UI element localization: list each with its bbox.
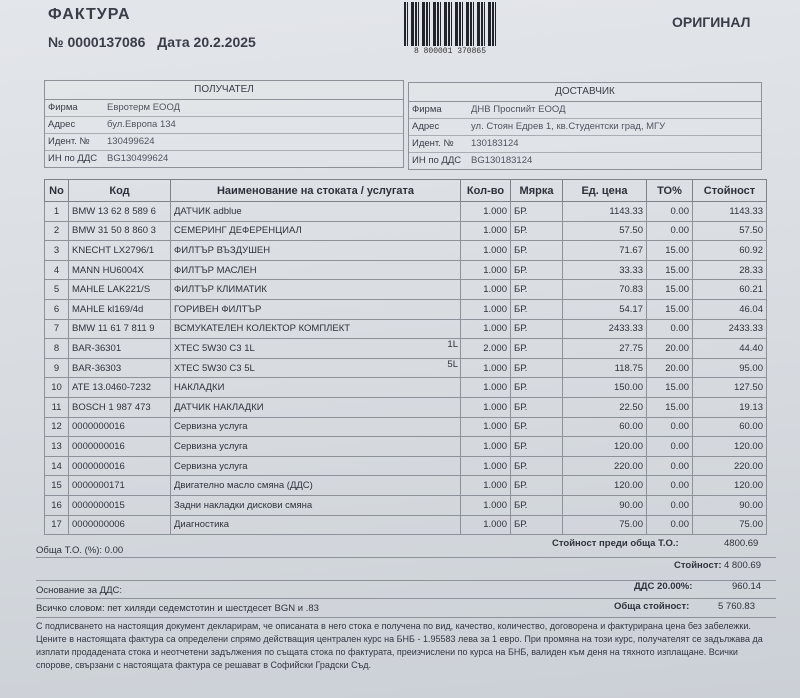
cell-discount: 15.00 [647, 397, 693, 417]
cell-unit: БР. [511, 417, 563, 437]
table-row [45, 397, 767, 417]
cell-unit: БР. [511, 339, 563, 359]
cell-code: 0000000016 [69, 456, 171, 476]
cell-code: MANN HU6004X [69, 260, 171, 280]
cell-qty: 1.000 [461, 476, 511, 496]
supplier-company-row [409, 102, 761, 119]
cell-price: 150.00 [563, 378, 647, 398]
cell-no: 3 [45, 241, 69, 261]
cell-price: 118.75 [563, 358, 647, 378]
cell-discount: 0.00 [647, 417, 693, 437]
cell-name: ДАТЧИК НАКЛАДКИ [171, 397, 461, 417]
cell-discount: 0.00 [647, 437, 693, 457]
invoice-number: № 0000137086 [48, 34, 146, 50]
cell-code: BAR-36301 [69, 339, 171, 359]
supplier-vat-label: ИН по ДДС [412, 155, 462, 166]
col-header-value: Стойност [693, 180, 767, 202]
item-name: XTEC 5W30 C3 5L [174, 362, 255, 374]
cell-discount: 0.00 [647, 202, 693, 222]
barcode-bars [404, 2, 496, 46]
recipient-company: Евротерм ЕООД [107, 102, 181, 113]
table-row [45, 437, 767, 457]
table-row [45, 358, 767, 378]
cell-no: 12 [45, 417, 69, 437]
cell-name: Сервизна услуга [171, 456, 461, 476]
table-row [45, 339, 767, 359]
cell-price: 120.00 [563, 476, 647, 496]
cell-name: НАКЛАДКИ [171, 378, 461, 398]
table-row [45, 417, 767, 437]
cell-discount: 0.00 [647, 319, 693, 339]
cell-value: 57.50 [693, 221, 767, 241]
table-row [45, 476, 767, 496]
cell-discount: 15.00 [647, 280, 693, 300]
cell-name: Диагностика [171, 515, 461, 535]
supplier-address: ул. Стоян Едрев 1, кв.Студентски град, МГУ [471, 121, 666, 132]
cell-code: BAR-36303 [69, 358, 171, 378]
cell-unit: БР. [511, 319, 563, 339]
cell-unit: БР. [511, 299, 563, 319]
recipient-address: бул.Европа 134 [107, 119, 176, 130]
cell-value: 28.33 [693, 260, 767, 280]
cell-no: 7 [45, 319, 69, 339]
cell-discount: 20.00 [647, 358, 693, 378]
cell-discount: 15.00 [647, 299, 693, 319]
cell-code: BMW 13 62 8 589 6 [69, 202, 171, 222]
cell-discount: 0.00 [647, 221, 693, 241]
cell-name: ГОРИВЕН ФИЛТЪР [171, 299, 461, 319]
col-header-qty: Кол-во [461, 180, 511, 202]
cell-unit: БР. [511, 515, 563, 535]
cell-value: 75.00 [693, 515, 767, 535]
table-row [45, 202, 767, 222]
cell-no: 10 [45, 378, 69, 398]
vat-label: ДДС 20.00%: [634, 581, 693, 592]
cell-code: BMW 31 50 8 860 3 [69, 221, 171, 241]
cell-code: 0000000016 [69, 417, 171, 437]
table-row [45, 221, 767, 241]
supplier-address-row [409, 119, 761, 136]
recipient-id: 130499624 [107, 136, 155, 147]
cell-name [171, 339, 461, 359]
cell-price: 75.00 [563, 515, 647, 535]
cell-value: 1143.33 [693, 202, 767, 222]
recipient-heading: ПОЛУЧАТЕЛ [45, 81, 403, 100]
recipient-vat-row [45, 151, 403, 167]
cell-unit: БР. [511, 280, 563, 300]
divider [36, 598, 776, 599]
cell-code: ATE 13.0460-7232 [69, 378, 171, 398]
cell-no: 17 [45, 515, 69, 535]
cell-value: 95.00 [693, 358, 767, 378]
original-label: ОРИГИНАЛ [672, 14, 751, 30]
recipient-address-label: Адрес [48, 119, 76, 130]
cell-name: Сервизна услуга [171, 437, 461, 457]
vat-amount: 960.14 [732, 581, 762, 592]
cell-price: 70.83 [563, 280, 647, 300]
grand-total-label: Обща стойност: [614, 601, 690, 612]
col-header-price: Ед. цена [563, 180, 647, 202]
cell-discount: 15.00 [647, 378, 693, 398]
col-header-no: No [45, 180, 69, 202]
cell-name: ВСМУКАТЕЛЕН КОЛЕКТОР КОМПЛЕКТ [171, 319, 461, 339]
cell-qty: 1.000 [461, 358, 511, 378]
cell-unit: БР. [511, 358, 563, 378]
cell-no: 11 [45, 397, 69, 417]
invoice-title: ФАКТУРА [48, 6, 131, 23]
cell-value: 2433.33 [693, 319, 767, 339]
cell-no: 8 [45, 339, 69, 359]
table-row [45, 456, 767, 476]
cell-name: Задни накладки дискови смяна [171, 495, 461, 515]
cell-code: MAHLE kl169/4d [69, 299, 171, 319]
cell-code: BMW 11 61 7 811 9 [69, 319, 171, 339]
cell-discount: 0.00 [647, 476, 693, 496]
value-amount: 4 800.69 [724, 560, 761, 571]
cell-qty: 1.000 [461, 241, 511, 261]
divider [36, 617, 776, 618]
cell-name: Двигателно масло смяна (ДДС) [171, 476, 461, 496]
cell-discount: 0.00 [647, 456, 693, 476]
cell-code: 0000000015 [69, 495, 171, 515]
cell-no: 16 [45, 495, 69, 515]
cell-price: 57.50 [563, 221, 647, 241]
cell-qty: 1.000 [461, 437, 511, 457]
cell-qty: 1.000 [461, 378, 511, 398]
cell-value: 60.92 [693, 241, 767, 261]
cell-unit: БР. [511, 397, 563, 417]
cell-price: 54.17 [563, 299, 647, 319]
cell-code: MAHLE LAK221/S [69, 280, 171, 300]
cell-code: 0000000171 [69, 476, 171, 496]
cell-no: 4 [45, 260, 69, 280]
cell-unit: БР. [511, 476, 563, 496]
supplier-company-label: Фирма [412, 104, 442, 115]
items-header-row [45, 180, 767, 202]
supplier-box [408, 82, 762, 170]
cell-no: 6 [45, 299, 69, 319]
cell-name: ФИЛТЪР МАСЛЕН [171, 260, 461, 280]
item-volume-note: 1L [447, 339, 458, 351]
cell-unit: БР. [511, 260, 563, 280]
cell-name: СЕМЕРИНГ ДЕФЕРЕНЦИАЛ [171, 221, 461, 241]
cell-price: 60.00 [563, 417, 647, 437]
table-row [45, 241, 767, 261]
cell-no: 14 [45, 456, 69, 476]
cell-value: 120.00 [693, 437, 767, 457]
cell-code: KNECHT LX2796/1 [69, 241, 171, 261]
table-row [45, 378, 767, 398]
cell-value: 127.50 [693, 378, 767, 398]
invoice-date: Дата 20.2.2025 [157, 34, 256, 50]
supplier-company: ДНВ Проспийт ЕООД [471, 104, 566, 115]
recipient-vat-label: ИН по ДДС [48, 153, 98, 164]
cell-qty: 1.000 [461, 495, 511, 515]
cell-qty: 1.000 [461, 456, 511, 476]
cell-price: 120.00 [563, 437, 647, 457]
col-header-name: Наименование на стоката / услугата [171, 180, 461, 202]
cell-price: 220.00 [563, 456, 647, 476]
cell-qty: 1.000 [461, 260, 511, 280]
cell-qty: 1.000 [461, 397, 511, 417]
cell-unit: БР. [511, 202, 563, 222]
items-table [44, 179, 767, 535]
cell-qty: 2.000 [461, 339, 511, 359]
table-row [45, 260, 767, 280]
cell-name: ФИЛТЪР ВЪЗДУШЕН [171, 241, 461, 261]
item-volume-note: 5L [447, 358, 458, 370]
supplier-vat: BG130183124 [471, 155, 533, 166]
grand-total-amount: 5 760.83 [718, 601, 755, 612]
cell-code: 0000000016 [69, 437, 171, 457]
cell-name: ДАТЧИК adblue [171, 202, 461, 222]
vat-basis-label: Основание за ДДС: [36, 585, 123, 596]
cell-value: 90.00 [693, 495, 767, 515]
cell-price: 1143.33 [563, 202, 647, 222]
cell-name: Сервизна услуга [171, 417, 461, 437]
table-row [45, 280, 767, 300]
amount-in-words: Всичко словом: пет хиляди седемстотин и шестдесет BGN и .83 [36, 603, 319, 614]
cell-no: 1 [45, 202, 69, 222]
cell-no: 2 [45, 221, 69, 241]
cell-value: 19.13 [693, 397, 767, 417]
supplier-id: 130183124 [471, 138, 519, 149]
cell-price: 2433.33 [563, 319, 647, 339]
cell-value: 60.21 [693, 280, 767, 300]
general-discount: Обща Т.О. (%): 0.00 [36, 545, 124, 556]
col-header-discount: ТО% [647, 180, 693, 202]
cell-qty: 1.000 [461, 280, 511, 300]
declaration-text: С подписването на настоящия документ декларирам, че описаната в него стока е получена по вид, качество, количество, договорена и фактурирана цена без забележки. Цените в настоящата фактура са определени спрямо действащия централен курс на БНБ - 1.95583 лева за 1 евро. При промяна на този курс, получателят се задължава да изплати продадената стока и неотчетени задължения по същата стока по фактурата, преизчислени по курса на БНБ, валиден към деня на тяхното изплащане. Всички спорове, свързани с настоящата фактура се решават в Софийски Градски Съд. [36, 621, 763, 670]
recipient-address-row [45, 117, 403, 134]
cell-price: 71.67 [563, 241, 647, 261]
supplier-heading: ДОСТАВЧИК [409, 83, 761, 102]
supplier-vat-row [409, 153, 761, 169]
cell-qty: 1.000 [461, 299, 511, 319]
cell-no: 15 [45, 476, 69, 496]
supplier-address-label: Адрес [412, 121, 440, 132]
cell-discount: 15.00 [647, 260, 693, 280]
divider [36, 557, 776, 558]
recipient-id-row [45, 134, 403, 151]
cell-discount: 20.00 [647, 339, 693, 359]
supplier-id-label: Идент. № [412, 138, 454, 149]
recipient-id-label: Идент. № [48, 136, 90, 147]
cell-value: 220.00 [693, 456, 767, 476]
recipient-vat: BG130499624 [107, 153, 169, 164]
barcode-number: 8 800001 370865 [413, 47, 486, 56]
value-label: Стойност: [674, 560, 722, 571]
cell-discount: 15.00 [647, 241, 693, 261]
table-row [45, 515, 767, 535]
table-row [45, 319, 767, 339]
cell-code: 0000000006 [69, 515, 171, 535]
cell-price: 90.00 [563, 495, 647, 515]
cell-name: ФИЛТЪР КЛИМАТИК [171, 280, 461, 300]
cell-value: 46.04 [693, 299, 767, 319]
cell-unit: БР. [511, 437, 563, 457]
cell-price: 33.33 [563, 260, 647, 280]
cell-price: 22.50 [563, 397, 647, 417]
cell-unit: БР. [511, 221, 563, 241]
cell-discount: 0.00 [647, 495, 693, 515]
cell-unit: БР. [511, 241, 563, 261]
cell-price: 27.75 [563, 339, 647, 359]
before-discount-label: Стойност преди обща Т.О.: [552, 538, 679, 549]
recipient-company-row [45, 100, 403, 117]
recipient-company-label: Фирма [48, 102, 78, 113]
cell-qty: 1.000 [461, 515, 511, 535]
supplier-id-row [409, 136, 761, 153]
cell-name [171, 358, 461, 378]
table-row [45, 299, 767, 319]
cell-discount: 0.00 [647, 515, 693, 535]
col-header-code: Код [69, 180, 171, 202]
cell-value: 120.00 [693, 476, 767, 496]
cell-qty: 1.000 [461, 319, 511, 339]
table-row [45, 495, 767, 515]
before-discount-value: 4800.69 [724, 538, 759, 549]
cell-value: 44.40 [693, 339, 767, 359]
barcode [404, 2, 496, 54]
cell-no: 13 [45, 437, 69, 457]
cell-unit: БР. [511, 378, 563, 398]
cell-unit: БР. [511, 456, 563, 476]
col-header-unit: Мярка [511, 180, 563, 202]
cell-qty: 1.000 [461, 221, 511, 241]
cell-no: 5 [45, 280, 69, 300]
cell-code: BOSCH 1 987 473 [69, 397, 171, 417]
invoice-number-date [48, 34, 264, 50]
cell-value: 60.00 [693, 417, 767, 437]
cell-qty: 1.000 [461, 202, 511, 222]
item-name: XTEC 5W30 C3 1L [174, 342, 255, 354]
cell-qty: 1.000 [461, 417, 511, 437]
cell-unit: БР. [511, 495, 563, 515]
recipient-box [44, 80, 404, 168]
cell-no: 9 [45, 358, 69, 378]
